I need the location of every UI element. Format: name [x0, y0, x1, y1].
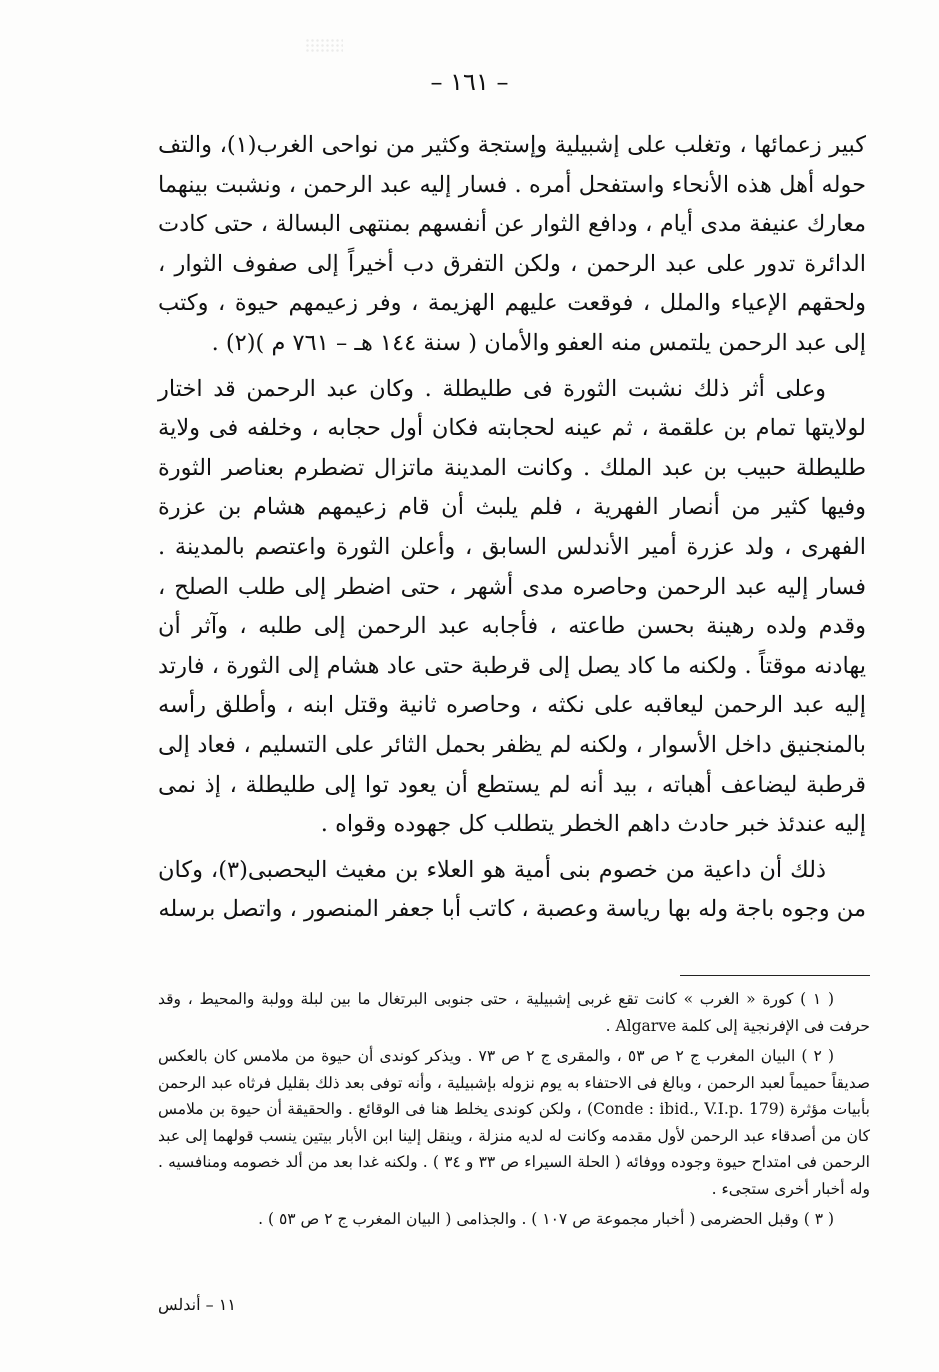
paragraph-3: ذلك أن داعية من خصوم بنى أمية هو العلاء بن مغيث اليحصبى(٣)، وكان من وجوه باجة وله بها رياسة وعصبة ، كاتب أبا جعفر المنصور ، واتصل برسله: [158, 856, 866, 923]
footnotes: [158, 986, 870, 1237]
footnote-3: ( ٣ ) وقبل الحضرمى ( أخبار مجموعة ص ١٠٧ ) . والجذامى ( البيان المغرب ج ٢ ص ٥٣ ) .: [258, 1210, 834, 1228]
main-text: [158, 126, 866, 936]
footnote-2: ( ٢ ) البيان المغرب ج ٢ ص ٥٣ ، والمقرى ج ٢ ص ٧٣ . ويذكر كوندى أن حيوة من ملامس كان بالعكس صديقاً حميماً لعبد الرحمن ، وبالغ فى الاحتفاء به يوم نزوله بإشبيلية ، وأنه توفى بعد ذلك بقليل فرثاه عبد الرحمن بأبيات مؤثرة (Conde : ibid., V.I.p. 179) ، ولكن كوندى يخلط هنا فى الوقائع . والحقيقة أن حيوة بن ملامس كان من أصدقاء عبد الرحمن لأول مقدمه وكانت له لديه منزلة ، وينقل إلينا ابن الأبار بيتين ينسب قولهما إلى عبد الرحمن فى امتداح حيوة وجوده ووفائه ( الحلة السيراء ص ٣٣ و ٣٤ ) . ولكنه غدا بعد من ألد خصومه ومنافسيه . وله أخبار أخرى ستجىء .: [158, 1047, 870, 1198]
scan-artifact: [305, 38, 343, 52]
signature-mark: ١١ – أندلس: [158, 1295, 236, 1314]
paragraph-1: كبير زعمائها ، وتغلب على إشبيلية وإستجة وكثير من نواحى الغرب(١)، والتف حوله أهل هذه الأنحاء واستفحل أمره . فسار إليه عبد الرحمن ، ونشبت بينهما معارك عنيفة مدى أيام ، ودافع الثوار عن أنفسهم بمنتهى البسالة ، حتى كادت الدائرة تدور على عبد الرحمن ، ولكن التفرق دب أخيراً إلى صفوف الثوار ، ولحقهم الإعياء والملل ، فوقعت عليهم الهزيمة ، وفر زعيمهم حيوة ، وكتب إلى عبد الرحمن يلتمس منه العفو والأمان ( سنة ١٤٤ هـ – ٧٦١ م )(٢) .: [158, 132, 867, 356]
paragraph-2: وعلى أثر ذلك نشبت الثورة فى طليطلة . وكان عبد الرحمن قد اختار لولايتها تمام بن علقمة ، ثم عينه لحجابته فكان أول حجابه ، وخلفه فى ولاية طليطلة حبيب بن عبد الملك . وكانت المدينة ماتزال تضطرم بعناصر الثورة وفيها كثير من أنصار الفهرية ، فلم يلبث أن قام زعيمهم هشام بن عزرة الفهرى ، ولد عزرة أمير الأندلس السابق ، وأعلن الثورة واعتصم بالمدينة . فسار إليه عبد الرحمن وحاصره مدى أشهر ، حتى اضطر إلى طلب الصلح ، وقدم ولده رهينة بحسن طاعته ، فأجابه عبد الرحمن إلى طلبه ، وآثر أن يهادنه موقتاً . ولكنه ما كاد يصل إلى قرطبة حتى عاد هشام إلى الثورة ، فارتد إليه عبد الرحمن ليعاقبه على نكثه ، وحاصره ثانية وقتل ابنه ، وأطلق رأسه بالمنجنيق داخل الأسوار ، ولكنه لم يظفر بحمل الثائر على التسليم ، فعاد إلى قرطبة ليضاعف أهباته ، بيد أنه لم يستطع أن يعود توا إلى طليطلة ، إذ نمى إليه عندئذ خبر حادث داهم الخطر يتطلب كل جهوده وقواه .: [158, 375, 866, 838]
footnote-separator: [680, 975, 870, 976]
footnote-1: ( ١ ) كورة « الغرب » كانت تقع غربى إشبيلية ، حتى جنوبى البرتغال ما بين لبلة وولبة والمحيط ، وقد حرفت فى الإفرنجية إلى كلمة Algarve .: [158, 990, 870, 1035]
page-number: – ١٦١ –: [430, 68, 509, 96]
